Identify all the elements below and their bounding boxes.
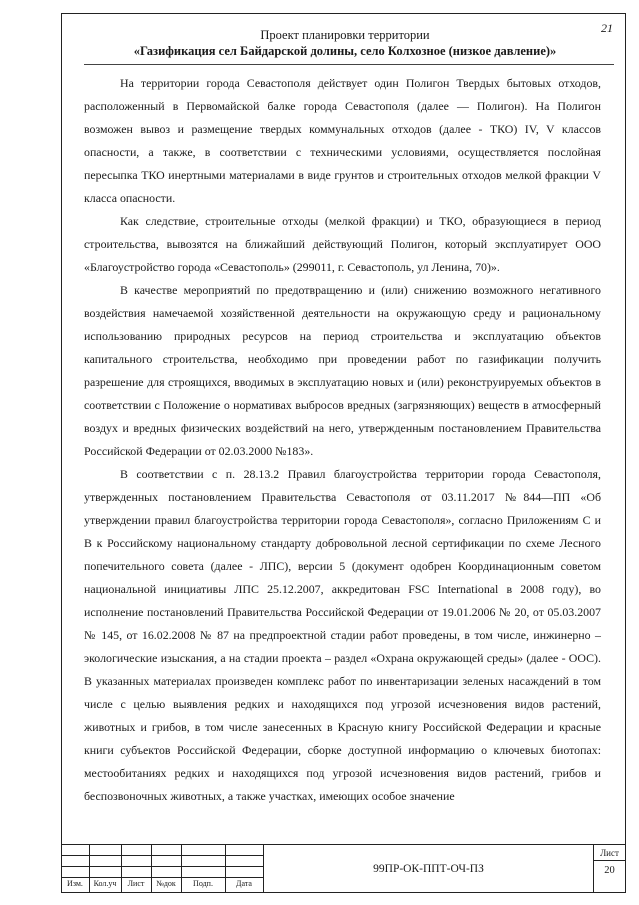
- grid-row-line: [61, 866, 263, 867]
- title-block-grid: [61, 845, 263, 892]
- paragraph-landfill: На территории города Севастополя действует один Полигон Твердых бытовых отходов, расположенный в Первомайской балке города Севастополя (далее — Полигон). На Полигон возможен вывоз и размещение твердых коммунальных отходов (далее - ТКО) IV, V классов опасности, а также, в соответствии с техническими условиями, осуществляется послойная пересыпка ТКО инертными материалами в виде грунтов и строительных отходов мелкой фракции V класса опасности.: [84, 76, 601, 205]
- paragraph-regulations: В соответствии с п. 28.13.2 Правил благоустройства территории города Севастополя, утвержденных постановлением Правительства Севастополя от 03.11.2017 №844—ПП «Об утверждении правил благоустройства территории города Севастополя», согласно Приложениям С и В к Российскому национальному стандарту добровольной лесной сертификации по схеме Лесного попечительного совета (далее - ЛПС), версии 5 (документ одобрен Координационным советом национальной инициативы ЛПС 25.12.2007, аккредитован FSC International в 2008 году), во исполнение постановлений Правительства Российской Федерации от 19.01.2006 № 20, от 05.03.2007 № 145, от 16.02.2008 № 87 на предпроектной стадии работ проведены, в том числе, инжинерно – экологические изыскания, а на стадии проекта – раздел «Охрана окружающей среды» (далее - ООС). В указанных материалах произведен комплекс работ по инвентаризации зеленых насаждений в том числе с целью выявления редких и находящихся под угрозой исчезновения видов растений, животных и грибов, в том числе занесенных в Красную книгу Российской Федерации и красные книги субъектов Российской Федерации, сборке доступной информацию о ключевых биотопах: местообитаниях редких и находящихся под угрозой исчезновения видов растений, грибов и беспозвоночных животных, а также участках, имеющих особое значение: [84, 467, 601, 803]
- header-project-name: «Газификация сел Байдарской долины, село Колхозное (низкое давление)»: [133, 44, 557, 58]
- header-divider: [84, 64, 614, 65]
- title-block: [61, 844, 626, 893]
- column-label-count: Кол.уч: [93, 879, 117, 888]
- grid-row-line: [61, 877, 263, 878]
- document-code: 99ПР-ОК-ППТ-ОЧ-ПЗ: [263, 845, 593, 892]
- grid-row-line: [61, 855, 263, 856]
- column-label-sheet: Лист: [127, 879, 145, 888]
- column-label-date: Дата: [236, 879, 252, 888]
- sheet-number: 20: [604, 865, 615, 876]
- page-number-top: 21: [601, 21, 613, 35]
- document-body: [84, 72, 601, 808]
- paragraph-mitigation: В качестве мероприятий по предотвращению и (или) снижению возможного негативного воздействия намечаемой хозяйственной деятельности на окружающую среду и рациональному использованию природных ресурсов на период строительства и эксплуатацию объектов капитального строительства, необходимо при проведении работ по газификации получить разрешение для строящихся, вводимых в эксплуатацию новых и (или) реконструируемых объектов в соответствии с Положение о нормативах выбросов вредных (загрязняющих) веществ в атмосферный воздух и вредных физических воздействий на него, утвержденным постановлением Правительства Российской Федерации от 02.03.2000 №183».: [84, 283, 601, 458]
- column-label-doc-number: №док: [156, 879, 176, 888]
- paragraph-waste-removal: Как следствие, строительные отходы (мелкой фракции) и ТКО, образующиеся в период строительства, вывозятся на ближайший действующий Полигон, который эксплуатирует ООО «Благоустройство города «Севастополь» (299011, г. Севастополь, ул Ленина, 70)».: [84, 214, 601, 274]
- sheet-cell: [593, 845, 626, 892]
- sheet-label: Лист: [594, 846, 625, 861]
- column-label-signature: Подп.: [193, 879, 213, 888]
- header-project-title: Проект планировки территории: [260, 28, 430, 42]
- column-label-change: Изм.: [67, 879, 83, 888]
